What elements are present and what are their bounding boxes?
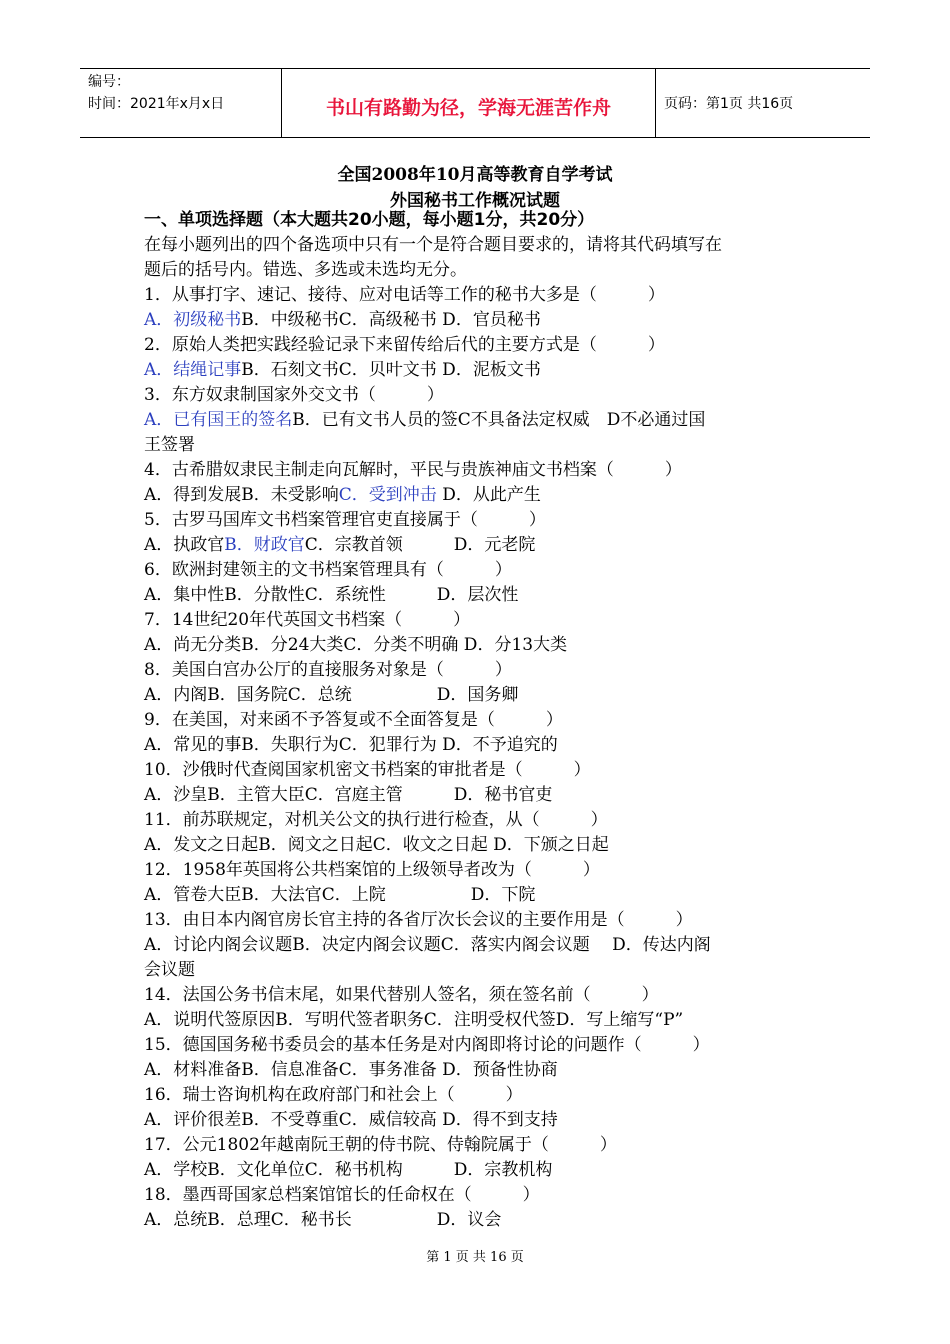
marked-answer: A．已有国王的签名 bbox=[144, 410, 293, 430]
option-text: A．材料准备B．信息准备C．事务准备 D．预备性协商 bbox=[144, 1060, 558, 1080]
options-line bbox=[144, 308, 814, 333]
option-text: A．沙皇B．主管大臣C．宫庭主管 D．秘书官吏 bbox=[144, 785, 553, 805]
header-motto-cell bbox=[282, 69, 656, 137]
page-header bbox=[80, 68, 870, 138]
options-line bbox=[144, 408, 814, 433]
exam-subtitle: 外国秘书工作概况试题 bbox=[390, 191, 560, 211]
option-text: A．发文之日起B．阅文之日起C．收文之日起 D．下颁之日起 bbox=[144, 835, 609, 855]
question-line: 10．沙俄时代查阅国家机密文书档案的审批者是（ ） bbox=[144, 760, 591, 780]
question-line: 6．欧洲封建领主的文书档案管理具有（ ） bbox=[144, 560, 512, 580]
options-line bbox=[144, 483, 814, 508]
option-text: A．常见的事B．失职行为C．犯罪行为 D．不予追究的 bbox=[144, 735, 558, 755]
marked-answer: A．初级秘书 bbox=[144, 310, 242, 330]
option-text: A．集中性B．分散性C．系统性 D．层次性 bbox=[144, 585, 519, 605]
options-continuation: 会议题 bbox=[144, 960, 195, 980]
question-line: 3．东方奴隶制国家外交文书（ ） bbox=[144, 385, 444, 405]
option-text: A．说明代签原因B．写明代签者职务C．注明受权代签D．写上缩写“P” bbox=[144, 1010, 684, 1030]
question-list bbox=[144, 283, 814, 1233]
option-text: B．已有文书人员的签C不具备法定权威 D不必通过国 bbox=[292, 410, 706, 430]
options-line bbox=[144, 733, 814, 758]
question-line: 11．前苏联规定，对机关公文的执行进行检查，从（ ） bbox=[144, 810, 608, 830]
option-text: A．执政官 bbox=[144, 535, 225, 555]
question-line: 15．德国国务秘书委员会的基本任务是对内阁即将讨论的问题作（ ） bbox=[144, 1035, 710, 1055]
option-text: A．尚无分类B．分24大类C．分类不明确 D．分13大类 bbox=[144, 635, 568, 655]
exam-content bbox=[144, 208, 814, 1233]
options-line bbox=[144, 1008, 814, 1033]
marked-answer: C．受到冲击 bbox=[338, 485, 437, 505]
options-line bbox=[144, 358, 814, 383]
options-line bbox=[144, 1058, 814, 1083]
question-line: 2．原始人类把实践经验记录下来留传给后代的主要方式是（ ） bbox=[144, 335, 665, 355]
option-text: A．总统B．总理C．秘书长 D．议会 bbox=[144, 1210, 502, 1230]
question-line: 9．在美国，对来函不予答复或不全面答复是（ ） bbox=[144, 710, 563, 730]
question-line: 7．14世纪20年代英国文书档案（ ） bbox=[144, 610, 471, 630]
options-line bbox=[144, 783, 814, 808]
options-line bbox=[144, 633, 814, 658]
question-line: 4．古希腊奴隶民主制走向瓦解时，平民与贵族神庙文书档案（ ） bbox=[144, 460, 682, 480]
option-text: A．管卷大臣B．大法官C．上院 D．下院 bbox=[144, 885, 536, 905]
options-line bbox=[144, 683, 814, 708]
question-line: 14．法国公务书信末尾，如果代替别人签名，须在签名前（ ） bbox=[144, 985, 659, 1005]
option-text: A．学校B．文化单位C．秘书机构 D．宗教机构 bbox=[144, 1160, 553, 1180]
options-line bbox=[144, 1158, 814, 1183]
section-title: 一、单项选择题（本大题共20小题，每小题1分，共20分） bbox=[144, 210, 595, 230]
option-text: A．得到发展B．未受影响 bbox=[144, 485, 339, 505]
question-line: 16．瑞士咨询机构在政府部门和社会上（ ） bbox=[144, 1085, 523, 1105]
options-continuation: 王签署 bbox=[144, 435, 195, 455]
option-text: D．从此产生 bbox=[436, 485, 541, 505]
question-line: 17．公元1802年越南阮王朝的侍书院、侍翰院属于（ ） bbox=[144, 1135, 617, 1155]
option-text: C．宗教首领 D．元老院 bbox=[304, 535, 536, 555]
options-line bbox=[144, 1108, 814, 1133]
instructions-line: 题后的括号内。错选、多选或未选均无分。 bbox=[144, 260, 467, 280]
header-page-cell bbox=[656, 69, 870, 137]
time-label: 时间：2021年x月x日 bbox=[88, 96, 225, 112]
options-line bbox=[144, 883, 814, 908]
options-line bbox=[144, 533, 814, 558]
marked-answer: A．结绳记事 bbox=[144, 360, 242, 380]
question-line: 8．美国白宫办公厅的直接服务对象是（ ） bbox=[144, 660, 512, 680]
instructions-line: 在每小题列出的四个备选项中只有一个是符合题目要求的，请将其代码填写在 bbox=[144, 235, 722, 255]
options-line bbox=[144, 1208, 814, 1233]
option-text: A．内阁B．国务院C．总统 D．国务卿 bbox=[144, 685, 519, 705]
number-label: 编号： bbox=[88, 74, 130, 90]
question-line: 5．古罗马国库文书档案管理官吏直接属于（ ） bbox=[144, 510, 546, 530]
question-line: 13．由日本内阁官房长官主持的各省厅次长会议的主要作用是（ ） bbox=[144, 910, 693, 930]
option-text: A．讨论内阁会议题B．决定内阁会议题C．落实内阁会议题 D．传达内阁 bbox=[144, 935, 711, 955]
question-line: 1．从事打字、速记、接待、应对电话等工作的秘书大多是（ ） bbox=[144, 285, 665, 305]
page-footer: 第 1 页 共 16 页 bbox=[426, 1250, 524, 1265]
marked-answer: B．财政官 bbox=[224, 535, 305, 555]
motto-text: 书山有路勤为径，学海无涯苦作舟 bbox=[325, 96, 611, 119]
option-text: A．评价很差B．不受尊重C．威信较高 D．得不到支持 bbox=[144, 1110, 558, 1130]
option-text: B．中级秘书C．高级秘书 D．官员秘书 bbox=[241, 310, 541, 330]
page-info: 页码：第1页 共16页 bbox=[664, 96, 794, 112]
options-line bbox=[144, 583, 814, 608]
options-line bbox=[144, 933, 814, 958]
option-text: B．石刻文书C．贝叶文书 D．泥板文书 bbox=[241, 360, 541, 380]
question-line: 18．墨西哥国家总档案馆馆长的任命权在（ ） bbox=[144, 1185, 540, 1205]
options-line bbox=[144, 833, 814, 858]
question-line: 12．1958年英国将公共档案馆的上级领导者改为（ ） bbox=[144, 860, 600, 880]
exam-title: 全国2008年10月高等教育自学考试 bbox=[337, 165, 613, 185]
header-left-cell bbox=[80, 69, 282, 137]
